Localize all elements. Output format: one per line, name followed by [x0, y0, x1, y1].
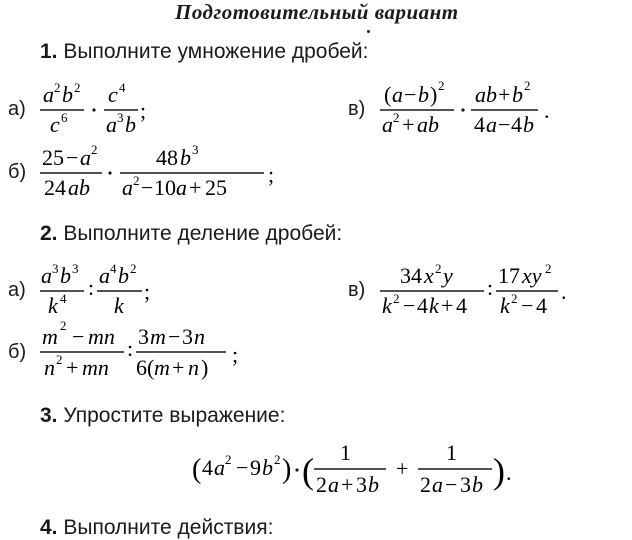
svg-text:+: +	[396, 456, 409, 481]
svg-text:+: +	[498, 82, 511, 107]
svg-text:1: 1	[446, 440, 457, 465]
svg-text:): )	[282, 454, 292, 485]
svg-text:ab: ab	[68, 175, 90, 200]
svg-text:m: m	[154, 355, 170, 380]
svg-text::: :	[88, 275, 95, 300]
svg-text:3: 3	[356, 472, 367, 497]
task-3-number: 3.	[40, 404, 58, 427]
svg-text::: :	[127, 336, 134, 361]
svg-text:2: 2	[545, 261, 552, 276]
svg-text:+: +	[402, 112, 415, 137]
svg-text:2: 2	[316, 472, 327, 497]
svg-text:n: n	[44, 355, 55, 380]
task-3-text: Упростите выражение:	[63, 404, 286, 427]
svg-text:a: a	[432, 472, 443, 497]
svg-text:−: −	[66, 145, 79, 170]
svg-text:a: a	[99, 263, 110, 288]
svg-text:a: a	[80, 145, 91, 170]
svg-text::: :	[487, 275, 494, 300]
svg-text:): )	[430, 82, 438, 107]
task-1-expression-a	[38, 80, 168, 146]
svg-text:): )	[493, 451, 505, 491]
svg-text:ab: ab	[417, 112, 439, 137]
svg-text:2: 2	[133, 173, 140, 188]
task-2-label-a: а)	[8, 279, 26, 301]
svg-text:+: +	[66, 355, 79, 380]
svg-text:−: −	[521, 293, 534, 318]
svg-text:1: 1	[340, 440, 351, 465]
svg-text:6(: 6(	[136, 355, 155, 380]
svg-text:2: 2	[524, 78, 531, 93]
decorative-dot	[367, 30, 370, 33]
task-3-heading	[40, 404, 285, 428]
svg-text:b: b	[262, 455, 273, 480]
svg-text:k: k	[114, 293, 124, 318]
svg-text:−: −	[403, 293, 416, 318]
svg-text:2: 2	[54, 80, 61, 95]
task-4-text: Выполните действия:	[63, 516, 274, 539]
svg-text:n: n	[194, 324, 205, 349]
svg-text:2: 2	[91, 142, 98, 157]
task-1-text: Выполните умножение дробей:	[63, 40, 369, 63]
svg-text:(: (	[192, 454, 202, 485]
svg-text:b: b	[472, 472, 483, 497]
svg-text:4: 4	[511, 112, 522, 137]
svg-text:c: c	[108, 82, 118, 107]
task-2-label-v: в)	[348, 279, 366, 301]
svg-text:k: k	[500, 293, 510, 318]
svg-text:4: 4	[110, 261, 117, 276]
svg-text:): )	[201, 355, 209, 380]
svg-text:b: b	[118, 263, 129, 288]
svg-text:25: 25	[205, 175, 227, 200]
svg-text:2: 2	[274, 452, 281, 467]
svg-text:−: −	[445, 472, 458, 497]
task-1-expression-v	[378, 80, 578, 146]
svg-text:xy: xy	[522, 263, 542, 288]
svg-text:4: 4	[60, 291, 67, 306]
svg-text:2: 2	[393, 291, 400, 306]
svg-text:2: 2	[56, 352, 63, 367]
svg-text:9: 9	[250, 455, 261, 480]
svg-text:b: b	[523, 112, 534, 137]
svg-text:4: 4	[119, 80, 126, 95]
svg-text:−: −	[236, 455, 249, 480]
svg-text:b: b	[62, 82, 73, 107]
svg-text:+: +	[441, 293, 454, 318]
svg-text:(: (	[302, 451, 314, 491]
svg-text:+: +	[172, 355, 185, 380]
task-2-number: 2.	[40, 222, 58, 245]
svg-text:3: 3	[72, 261, 79, 276]
task-1-label-b: б)	[8, 161, 27, 183]
svg-text:.: .	[544, 98, 550, 123]
svg-text:34: 34	[400, 263, 422, 288]
svg-text:2: 2	[511, 291, 518, 306]
page-title: Подготовительный вариант	[175, 0, 459, 24]
svg-text:17: 17	[498, 263, 520, 288]
task-1-heading	[40, 40, 369, 64]
svg-text:−: −	[141, 175, 154, 200]
task-2-heading	[40, 222, 342, 246]
svg-text:a: a	[214, 455, 225, 480]
svg-text:;: ;	[144, 279, 151, 304]
svg-text:k: k	[382, 293, 392, 318]
svg-text:2: 2	[225, 452, 232, 467]
svg-text:4: 4	[202, 455, 213, 480]
svg-text:3: 3	[192, 142, 199, 157]
task-4-heading	[40, 516, 273, 540]
svg-text:y: y	[443, 263, 453, 288]
svg-text:2: 2	[60, 318, 67, 333]
task-1-number: 1.	[40, 40, 58, 63]
svg-text:−: −	[498, 112, 511, 137]
svg-text:.: .	[506, 460, 512, 485]
task-2-label-b: б)	[8, 341, 27, 363]
svg-text:m: m	[42, 324, 58, 349]
task-1-label-v: в)	[348, 98, 366, 120]
svg-text:a: a	[43, 82, 54, 107]
svg-text:b: b	[60, 263, 71, 288]
task-3-expression	[190, 438, 520, 508]
svg-text:3: 3	[460, 472, 471, 497]
svg-text:mn: mn	[88, 324, 115, 349]
svg-text:2: 2	[393, 110, 400, 125]
svg-text:2: 2	[438, 78, 445, 93]
task-4-number: 4.	[40, 516, 58, 539]
svg-text:3: 3	[138, 324, 149, 349]
svg-text:b: b	[512, 82, 523, 107]
svg-text:2: 2	[420, 472, 431, 497]
svg-text:2: 2	[435, 261, 442, 276]
svg-text:c: c	[50, 112, 60, 137]
task-2-expression-v	[378, 261, 598, 327]
svg-text:+: +	[189, 175, 202, 200]
task-2-expression-b	[38, 318, 258, 390]
svg-text:4: 4	[536, 293, 547, 318]
svg-text:a: a	[41, 263, 52, 288]
svg-text:25: 25	[42, 145, 64, 170]
svg-text:2: 2	[74, 80, 81, 95]
task-2-text: Выполните деление дробей:	[63, 222, 343, 245]
svg-text:;: ;	[140, 98, 147, 123]
svg-text:;: ;	[232, 342, 239, 367]
svg-text:3: 3	[182, 324, 193, 349]
svg-text:b: b	[418, 82, 429, 107]
svg-text:m: m	[150, 324, 166, 349]
svg-text:mn: mn	[82, 355, 109, 380]
svg-text:2: 2	[130, 261, 137, 276]
svg-text:a: a	[122, 175, 133, 200]
svg-text:n: n	[188, 355, 199, 380]
task-1-expression-b	[38, 142, 288, 210]
svg-text:4: 4	[417, 293, 428, 318]
svg-text:a: a	[382, 112, 393, 137]
svg-text:24: 24	[44, 175, 66, 200]
svg-text:k: k	[48, 293, 58, 318]
svg-text:x: x	[424, 263, 434, 288]
svg-text:−: −	[168, 324, 181, 349]
svg-text:4: 4	[474, 112, 485, 137]
svg-text:−: −	[404, 82, 417, 107]
svg-text:.: .	[561, 279, 567, 304]
svg-text:b: b	[125, 112, 136, 137]
svg-text:a: a	[328, 472, 339, 497]
svg-text:b: b	[368, 472, 379, 497]
svg-text:ab: ab	[475, 82, 497, 107]
svg-text:4: 4	[456, 293, 467, 318]
svg-text:;: ;	[268, 162, 275, 187]
svg-text:10: 10	[154, 175, 176, 200]
svg-text:a: a	[486, 112, 497, 137]
svg-text:48: 48	[156, 145, 178, 170]
svg-text:a: a	[392, 82, 403, 107]
svg-text:a: a	[176, 175, 187, 200]
svg-text:6: 6	[61, 110, 68, 125]
svg-text:b: b	[180, 145, 191, 170]
svg-text:a: a	[106, 112, 117, 137]
task-1-label-a: а)	[8, 98, 26, 120]
svg-text:+: +	[341, 472, 354, 497]
svg-text:k: k	[429, 293, 439, 318]
svg-text:−: −	[72, 324, 85, 349]
svg-text:(: (	[384, 82, 392, 107]
svg-text:3: 3	[117, 110, 124, 125]
task-2-expression-a	[38, 261, 178, 327]
svg-text:3: 3	[52, 261, 59, 276]
